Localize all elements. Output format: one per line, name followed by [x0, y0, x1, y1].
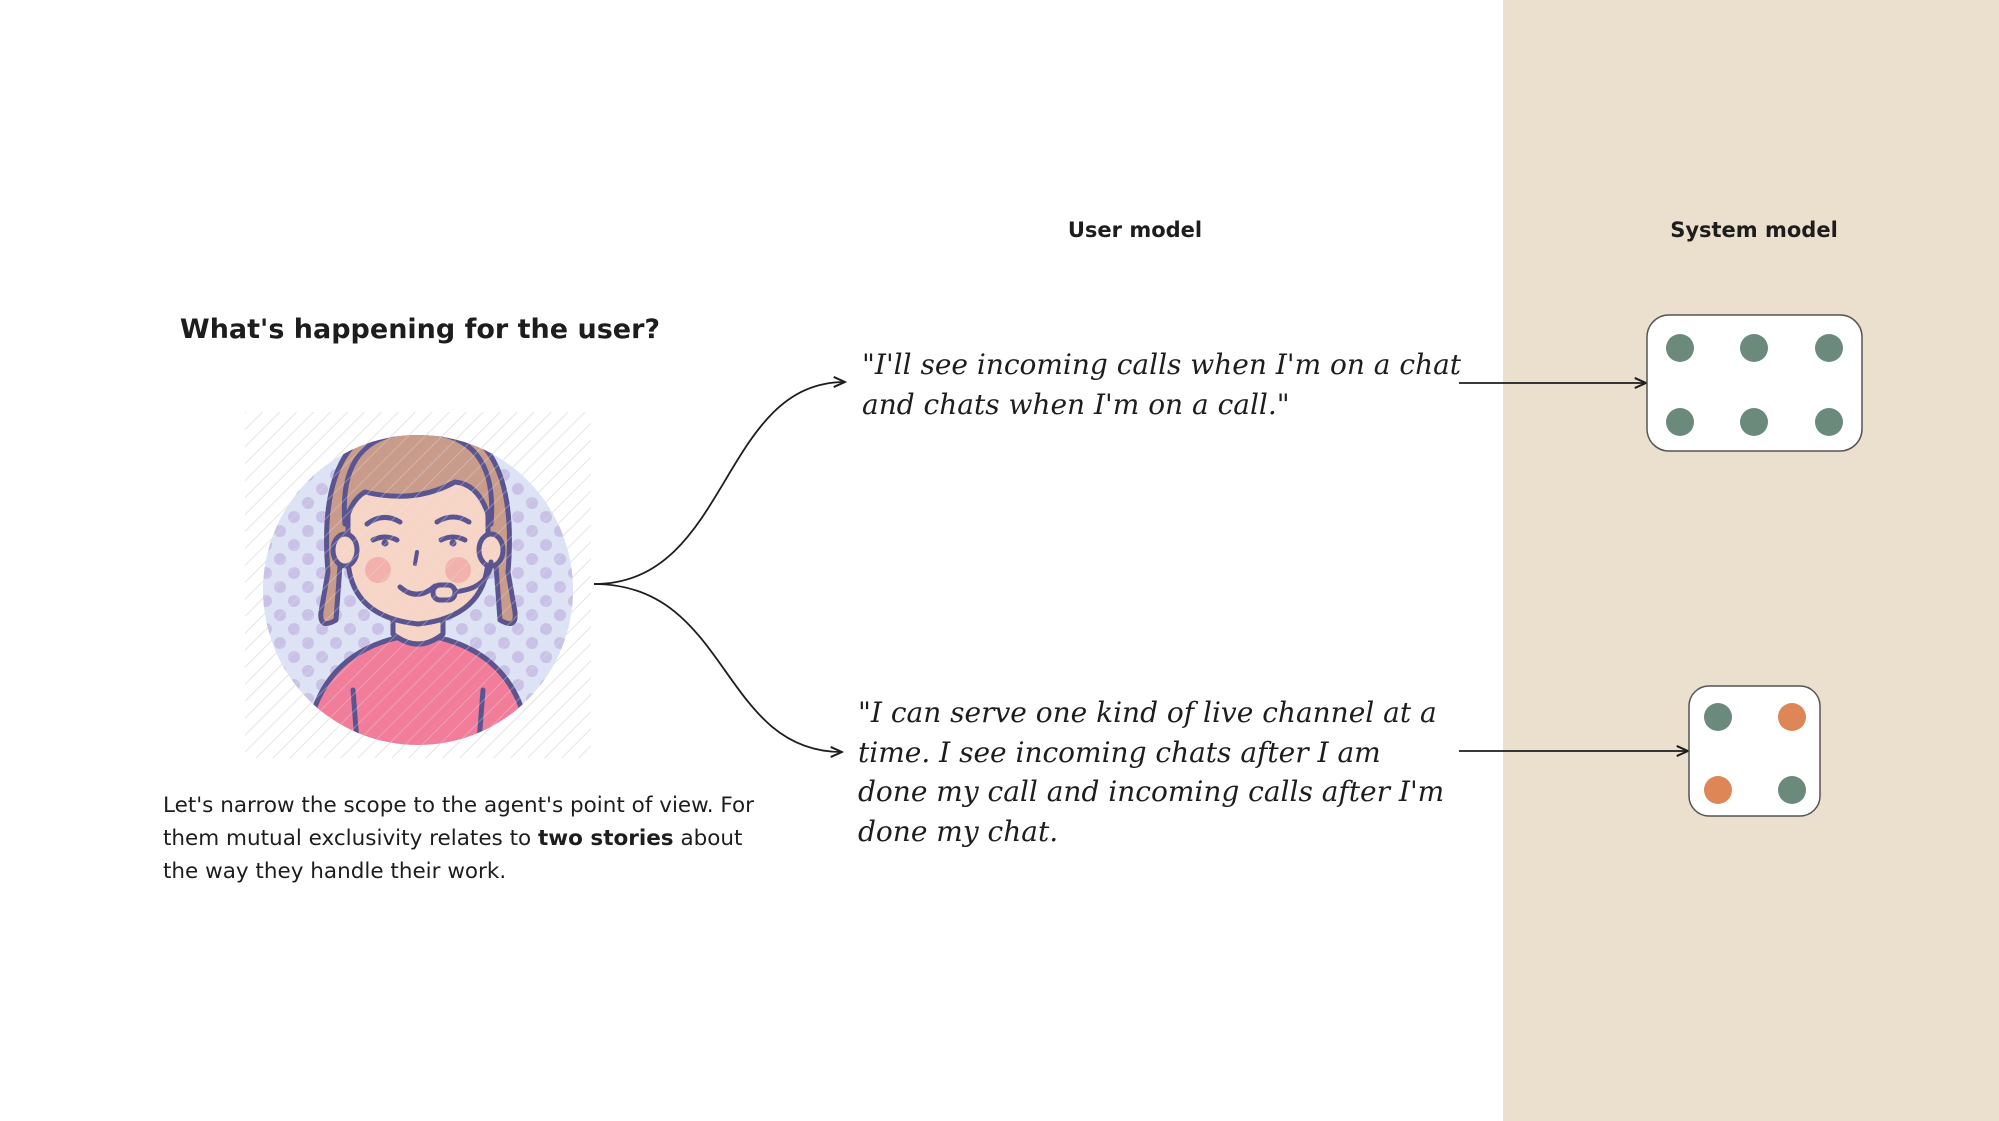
system-grid-2-dot: [1778, 776, 1806, 804]
branch-connector-lower: [594, 584, 842, 752]
description-text-end: about the way they handle their work.: [163, 826, 743, 884]
system-grid-1-dot: [1815, 334, 1843, 362]
system-grid-1-dot: [1740, 408, 1768, 436]
system-grid-1-dot: [1815, 408, 1843, 436]
system-grid-1-dot: [1666, 334, 1694, 362]
description-text: Let's narrow the scope to the agent's point of view. For them mutual exclusivity relates to: [163, 793, 755, 851]
system-model-title: System model: [1670, 218, 1838, 242]
user-story-quote-1: "I'll see incoming calls when I'm on a chat and chats when I'm on a call.": [862, 348, 1462, 421]
system-grid-2: [1689, 686, 1820, 816]
user-story-quote-2: "I can serve one kind of live channel at a time. I see incoming chats after I am done my call and incoming calls after I'm done my chat.: [858, 696, 1445, 848]
description-emphasis: two stories: [538, 826, 674, 851]
system-grid-1-dot: [1666, 408, 1694, 436]
system-grid-2-dot: [1704, 776, 1732, 804]
user-model-title: User model: [1067, 218, 1203, 242]
left-section-title: What's happening for the user?: [179, 314, 661, 345]
branch-connector-upper: [594, 382, 845, 584]
system-grid-1: [1647, 315, 1862, 451]
system-grid-2-dot: [1704, 703, 1732, 731]
system-grid-1-dot: [1740, 334, 1768, 362]
system-grid-2-dot: [1778, 703, 1806, 731]
